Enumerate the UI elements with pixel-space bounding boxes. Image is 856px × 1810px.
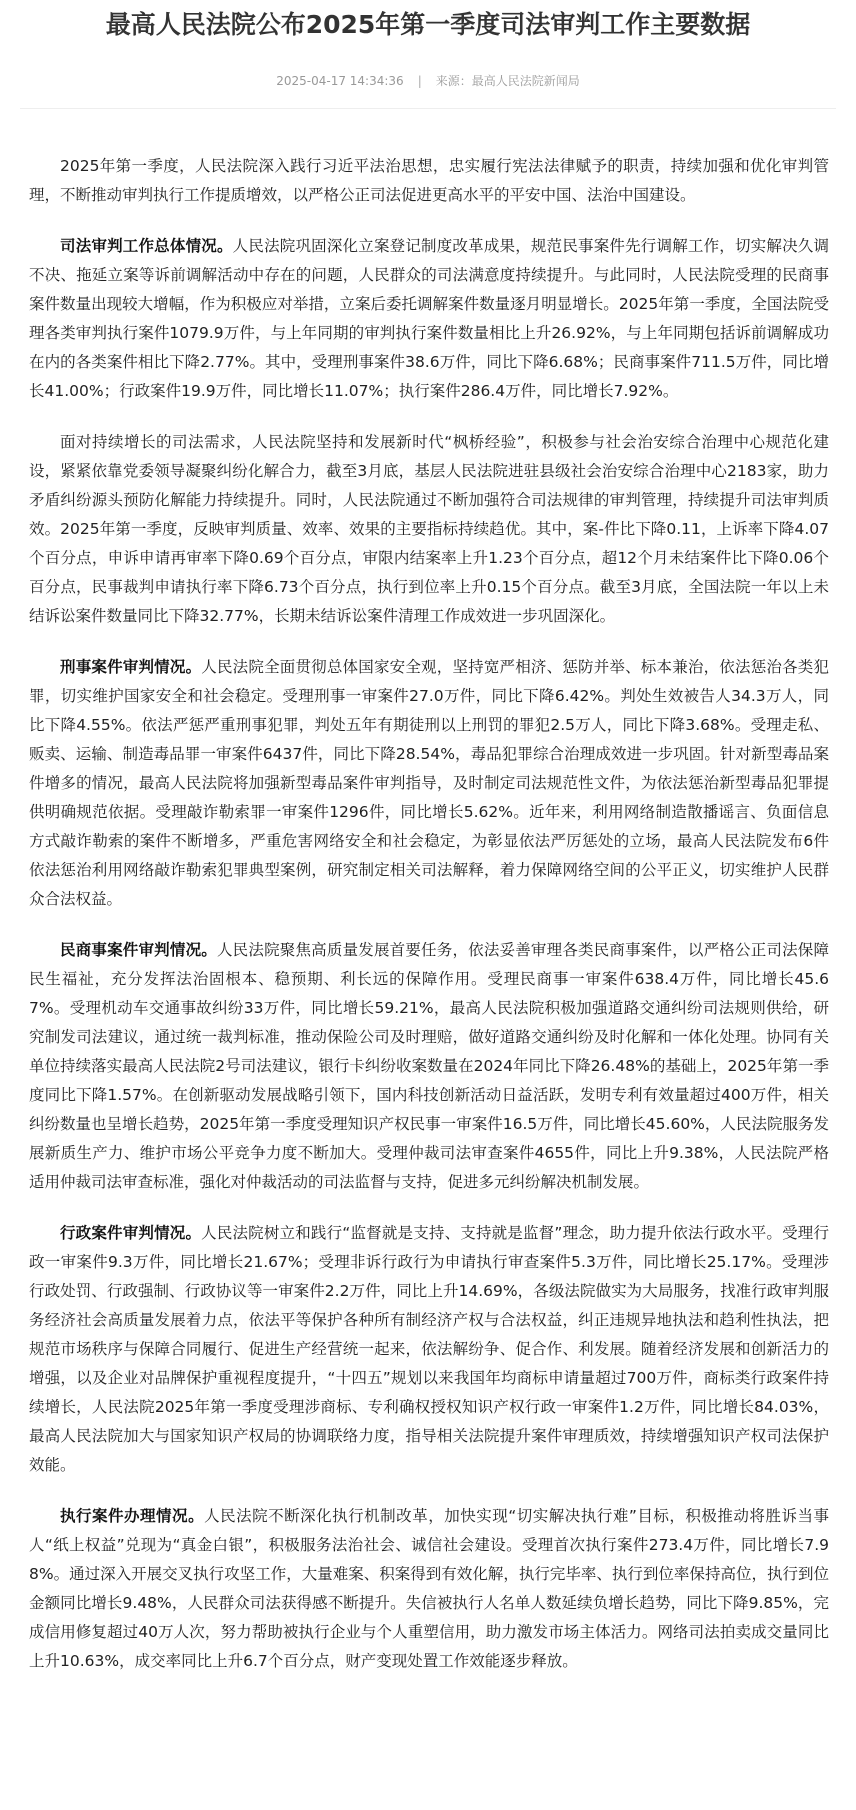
- section-lead: 刑事案件审判情况。: [60, 658, 202, 676]
- section-text: 人民法院全面贯彻总体国家安全观，坚持宽严相济、惩防并举、标本兼治，依法惩治各类犯罪，切实维护国家安全和社会稳定。受理刑事一审案件27.0万件，同比下降6.42%。判处生效被告人34.3万人，同比下降4.55%。依法严惩严重刑事犯罪，判处五年有期徒刑以上刑罚的罪犯2.5万人，同比下降3.68%。受理走私、贩卖、运输、制造毒品罪一审案件6437件，同比下降28.54%，毒品犯罪综合治理成效进一步巩固。针对新型毒品案件增多的情况，最高人民法院将加强新型毒品案件审判指导，及时制定司法规范性文件，为依法惩治新型毒品犯罪提供明确规范依据。受理敲诈勒索罪一审案件1296件，同比增长5.62%。近年来，利用网络制造散播谣言、负面信息方式敲诈勒索的案件不断增多，严重危害网络安全和社会稳定，为彰显依法严厉惩处的立场，最高人民法院发布6件依法惩治利用网络敲诈勒索犯罪典型案例，研究制定相关司法解释，着力保障网络空间的公平正义，切实维护人民群众合法权益。: [29, 658, 829, 908]
- section-text: 人民法院不断深化执行机制改革，加快实现“切实解决执行难”目标，积极推动将胜诉当事人“纸上权益”兑现为“真金白银”，积极服务法治社会、诚信社会建设。受理首次执行案件273.4万件，同比增长7.98%。通过深入开展交叉执行攻坚工作，大量难案、积案得到有效化解，执行完毕率、执行到位率保持高位，执行到位金额同比增长9.48%，人民群众司法获得感不断提升。失信被执行人名单人数延续负增长趋势，同比下降9.85%，完成信用修复超过40万人次，努力帮助被执行企业与个人重塑信用，助力激发市场主体活力。网络司法拍卖成交量同比上升10.63%，成交率同比上升6.7个百分点，财产变现处置工作效能逐步释放。: [29, 1507, 829, 1670]
- section-lead: 执行案件办理情况。: [60, 1507, 205, 1525]
- section-administrative: [29, 1219, 829, 1480]
- section-text: 面对持续增长的司法需求，人民法院坚持和发展新时代“枫桥经验”，积极参与社会治安综合治理中心规范化建设，紧紧依靠党委领导凝聚纠纷化解合力，截至3月底，基层人民法院进驻县级社会治安综合治理中心2183家，助力矛盾纠纷源头预防化解能力持续提升。同时，人民法院通过不断加强符合司法规律的审判管理，持续提升司法审判质效。2025年第一季度，反映审判质量、效率、效果的主要指标持续趋优。其中，案-件比下降0.11，上诉率下降4.07个百分点，申诉申请再审率下降0.69个百分点，审限内结案率上升1.23个百分点，超12个月未结案件比下降0.06个百分点，民事裁判申请执行率下降6.73个百分点，执行到位率上升0.15个百分点。截至3月底，全国法院一年以上未结诉讼案件数量同比下降32.77%，长期未结诉讼案件清理工作成效进一步巩固深化。: [29, 433, 829, 625]
- section-enforcement: [29, 1502, 829, 1676]
- section-overall-quality: [29, 428, 829, 631]
- section-criminal: [29, 653, 829, 914]
- section-lead: 民商事案件审判情况。: [60, 941, 217, 959]
- section-overall: [29, 232, 829, 406]
- section-text: 人民法院树立和践行“监督就是支持、支持就是监督”理念，助力提升依法行政水平。受理行政一审案件9.3万件，同比增长21.67%；受理非诉行政行为申请执行审查案件5.3万件，同比增长25.17%。受理涉行政处罚、行政强制、行政协议等一审案件2.2万件，同比上升14.69%，各级法院做实为大局服务，找准行政审判服务经济社会高质量发展着力点，依法平等保护各种所有制经济产权与合法权益，纠正违规异地执法和趋利性执法，把规范市场秩序与保障合同履行、促进生产经营统一起来，依法解纷争、促合作、利发展。随着经济发展和创新活力的增强，以及企业对品牌保护重视程度提升，“十四五”规划以来我国年均商标申请量超过700万件，商标类行政案件持续增长，人民法院2025年第一季度受理涉商标、专利确权授权知识产权行政一审案件1.2万件，同比增长84.03%，最高人民法院加大与国家知识产权局的协调联络力度，指导相关法院提升案件审理质效，持续增强知识产权司法保护效能。: [29, 1224, 829, 1474]
- section-lead: 司法审判工作总体情况。: [60, 237, 233, 255]
- section-text: 人民法院巩固深化立案登记制度改革成果，规范民事案件先行调解工作，切实解决久调不决、拖延立案等诉前调解活动中存在的问题，人民群众的司法满意度持续提升。与此同时，人民法院受理的民商事案件数量出现较大增幅，作为积极应对举措，立案后委托调解案件数量逐月明显增长。2025年第一季度，全国法院受理各类审判执行案件1079.9万件，与上年同期的审判执行案件数量相比上升26.92%，与上年同期包括诉前调解成功在内的各类案件相比下降2.77%。其中，受理刑事案件38.6万件，同比下降6.68%；民商事案件711.5万件，同比增长41.00%；行政案件19.9万件，同比增长11.07%；执行案件286.4万件，同比增长7.92%。: [29, 237, 829, 400]
- section-text: 人民法院聚焦高质量发展首要任务，依法妥善审理各类民商事案件，以严格公正司法保障民生福祉，充分发挥法治固根本、稳预期、利长远的保障作用。受理民商事一审案件638.4万件，同比增长45.67%。受理机动车交通事故纠纷33万件，同比增长59.21%，最高人民法院积极加强道路交通纠纷司法规则供给，研究制发司法建议，通过统一裁判标准，推动保险公司及时理赔，做好道路交通纠纷及时化解和一体化处理。协同有关单位持续落实最高人民法院2号司法建议，银行卡纠纷收案数量在2024年同比下降26.48%的基础上，2025年第一季度同比下降1.57%。在创新驱动发展战略引领下，国内科技创新活动日益活跃，发明专利有效量超过400万件，相关纠纷数量也呈增长趋势，2025年第一季度受理知识产权民事一审案件16.5万件，同比增长45.60%，人民法院服务发展新质生产力、维护市场公平竞争力度不断加大。受理仲裁司法审查案件4655件，同比上升9.38%，人民法院严格适用仲裁司法审查标准，强化对仲裁活动的司法监督与支持，促进多元纠纷解决机制发展。: [29, 941, 829, 1191]
- article-title: 最高人民法院公布2025年第一季度司法审判工作主要数据: [105, 10, 751, 39]
- section-lead: 行政案件审判情况。: [60, 1224, 202, 1242]
- article-meta: [0, 72, 856, 90]
- article-body: [29, 152, 829, 1698]
- section-civil-commercial: [29, 936, 829, 1197]
- publish-datetime: 2025-04-17 14:34:36: [276, 74, 404, 88]
- article-source: 来源：最高人民法院新闻局: [435, 74, 580, 88]
- intro-paragraph: 2025年第一季度，人民法院深入践行习近平法治思想，忠实履行宪法法律赋予的职责，持续加强和优化审判管理，不断推动审判执行工作提质增效，以严格公正司法促进更高水平的平安中国、法治中国建设。: [29, 157, 829, 204]
- article-header: [0, 0, 856, 110]
- header-divider: [20, 108, 836, 109]
- meta-separator: |: [417, 74, 422, 88]
